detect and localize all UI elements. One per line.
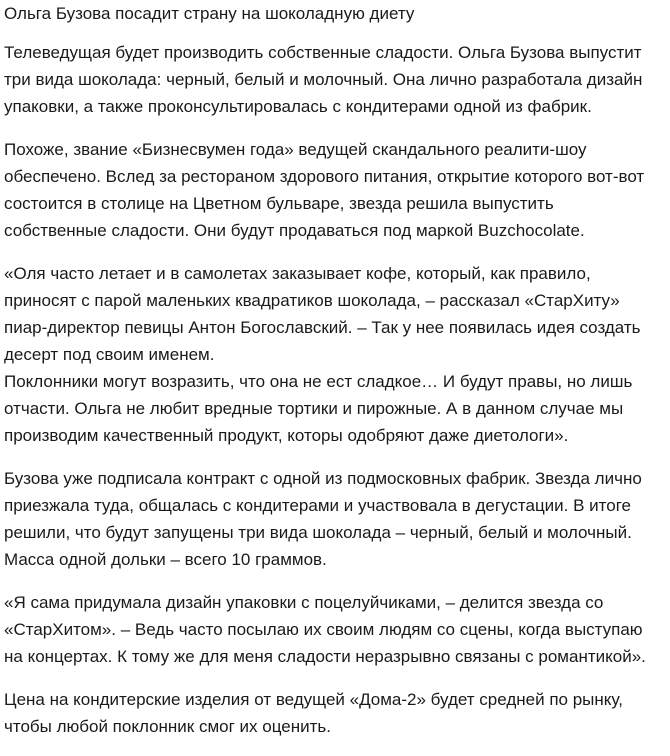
paragraph-line: десерт под своим именем.	[4, 345, 215, 364]
paragraph-1	[4, 39, 668, 120]
paragraph-6	[4, 686, 668, 740]
article	[4, 0, 668, 756]
paragraph-line: «Я сама придумала дизайн упаковки с поцелуйчиками, – делится звезда со	[4, 593, 604, 612]
paragraph-line: «Оля часто летает и в самолетах заказывает кофе, который, как правило,	[4, 264, 591, 283]
paragraph-2	[4, 136, 668, 244]
paragraph-line: Бузова уже подписала контракт с одной из подмосковных фабрик. Звезда лично	[4, 469, 642, 488]
paragraph-line: отчасти. Ольга не любит вредные тортики и пирожные. А в данном случае мы	[4, 399, 624, 418]
paragraph-line: решили, что будут запущены три вида шоколада – черный, белый и молочный.	[4, 523, 632, 542]
paragraph-line: обеспечено. Вслед за рестораном здорового питания, открытие которого вот-вот	[4, 167, 645, 186]
paragraph-line: упаковки, а также проконсультировалась с кондитерами одной из фабрик.	[4, 97, 592, 116]
paragraph-line: три вида шоколада: черный, белый и молочный. Она лично разработала дизайн	[4, 70, 643, 89]
article-title: Ольга Бузова посадит страну на шоколадную диету	[4, 4, 415, 23]
article-body	[4, 39, 668, 740]
paragraph-line: приносят с парой маленьких квадратиков шоколада, – рассказал «СтарХиту»	[4, 291, 620, 310]
paragraph-line: «СтарХитом». – Ведь часто посылаю их своим людям со сцены, когда выступаю	[4, 620, 643, 639]
paragraph-line: на концертах. К тому же для меня сладости неразрывно связаны с романтикой».	[4, 647, 646, 666]
paragraph-line: состоится в столице на Цветном бульваре, звезда решила выпустить	[4, 194, 554, 213]
paragraph-5	[4, 589, 668, 670]
paragraph-line: производим качественный продукт, которы одобряют даже диетологи».	[4, 426, 569, 445]
paragraph-line: собственные сладости. Они будут продаваться под маркой Buzchocolate.	[4, 221, 585, 240]
paragraph-line: чтобы любой поклонник смог их оценить.	[4, 717, 331, 736]
paragraph-line: приезжала туда, общалась с кондитерами и участвовала в дегустации. В итоге	[4, 496, 632, 515]
paragraph-line: Масса одной дольки – всего 10 граммов.	[4, 550, 327, 569]
paragraph-4	[4, 465, 668, 573]
paragraph-line: пиар-директор певицы Антон Богославский. – Так у нее появилась идея создать	[4, 318, 641, 337]
paragraph-3	[4, 260, 668, 449]
paragraph-line: Похоже, звание «Бизнесвумен года» ведущей скандального реалити-шоу	[4, 140, 587, 159]
paragraph-line: Поклонники могут возразить, что она не ест сладкое… И будут правы, но лишь	[4, 372, 633, 391]
paragraph-line: Телеведущая будет производить собственные сладости. Ольга Бузова выпустит	[4, 43, 642, 62]
paragraph-line: Цена на кондитерские изделия от ведущей «Дома-2» будет средней по рынку,	[4, 690, 623, 709]
